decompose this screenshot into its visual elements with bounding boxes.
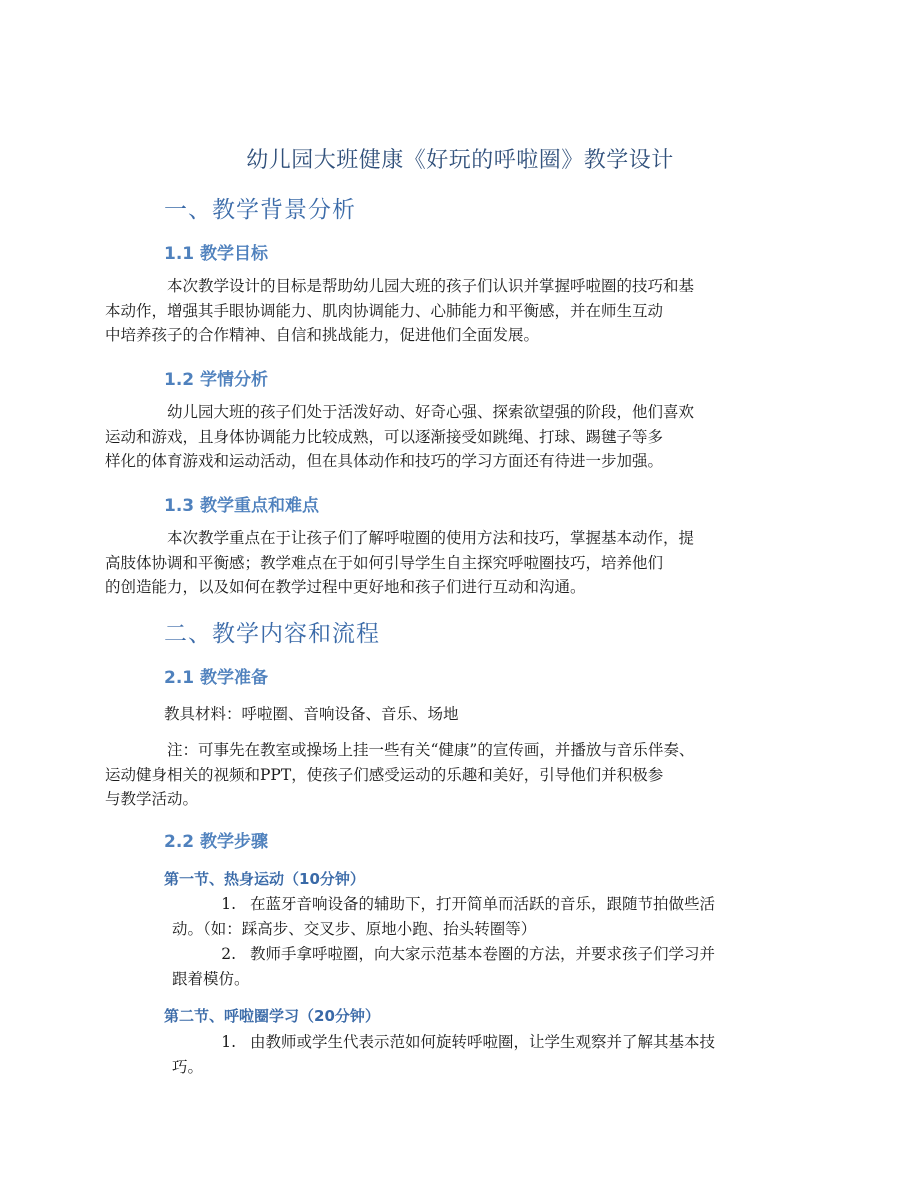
paragraph-materials: 教具材料：呼啦圈、音响设备、音乐、场地: [164, 705, 459, 723]
list-item: [168, 892, 788, 941]
list-number: 2.: [221, 945, 236, 963]
paragraph-line: 本次教学设计的目标是帮助幼儿园大班的孩子们认识并掌握呼啦圈的技巧和基: [167, 277, 695, 295]
list-line: 跟着模仿。: [172, 969, 250, 988]
subsection-heading-1-1: 1.1 教学目标: [164, 244, 269, 264]
list-line: 教师手拿呼啦圈，向大家示范基本卷圈的方法，并要求孩子们学习并: [250, 945, 716, 963]
list-line: 动。（如：踩高步、交叉步、原地小跑、抬头转圈等）: [172, 919, 537, 938]
paragraph-line: 幼儿园大班的孩子们处于活泼好动、好奇心强、探索欲望强的阶段，他们喜欢: [167, 403, 695, 421]
section-heading-2: 二、教学内容和流程: [164, 621, 380, 647]
subsection-heading-2-1: 2.1 教学准备: [164, 668, 269, 688]
list-item: [168, 1030, 788, 1079]
paragraph-line: 的创造能力，以及如何在教学过程中更好地和孩子们进行互动和沟通。: [105, 578, 586, 596]
paragraph-line: 本次教学重点在于让孩子们了解呼啦圈的使用方法和技巧，掌握基本动作，提: [167, 529, 695, 547]
list-number: 1.: [221, 895, 236, 913]
list-line: 由教师或学生代表示范如何旋转呼啦圈，让学生观察并了解其基本技: [250, 1033, 716, 1051]
paragraph-line: 高肢体协调和平衡感；教学难点在于如何引导学生自主探究呼啦圈技巧，培养他们: [105, 553, 664, 572]
paragraph-teaching-goal: [105, 274, 788, 348]
paragraph-line: 本动作，增强其手眼协调能力、肌肉协调能力、心肺能力和平衡感，并在师生互动: [105, 301, 664, 320]
list-line: 巧。: [172, 1057, 204, 1076]
part-heading-warmup: 第一节、热身运动（10分钟）: [164, 870, 365, 888]
document-title: 幼儿园大班健康《好玩的呼啦圈》教学设计: [246, 148, 674, 173]
list-line: 在蓝牙音响设备的辅助下，打开简单而活跃的音乐，跟随节拍做些活: [250, 895, 716, 913]
section-heading-1: 一、教学背景分析: [164, 197, 356, 223]
paragraph-line: 注：可事先在教室或操场上挂一些有关“健康”的宣传画，并播放与音乐伴奏、: [167, 741, 695, 759]
paragraph-learner-analysis: [105, 400, 788, 474]
subsection-heading-2-2: 2.2 教学步骤: [164, 832, 269, 852]
paragraph-line: 样化的体育游戏和运动活动，但在具体动作和技巧的学习方面还有待进一步加强。: [105, 452, 664, 470]
paragraph-line: 运动和游戏，且身体协调能力比较成熟，可以逐渐接受如跳绳、打球、踢毽子等多: [105, 427, 664, 446]
paragraph-note: [105, 738, 788, 812]
list-number: 1.: [221, 1033, 236, 1051]
part-heading-hoop-learning: 第二节、呼啦圈学习（20分钟）: [164, 1007, 380, 1025]
paragraph-key-points: [105, 526, 788, 600]
paragraph-line: 运动健身相关的视频和PPT，使孩子们感受运动的乐趣和美好，引导他们并积极参: [105, 765, 664, 784]
paragraph-line: 与教学活动。: [105, 790, 199, 808]
list-item: [168, 942, 788, 991]
paragraph-line: 中培养孩子的合作精神、自信和挑战能力，促进他们全面发展。: [105, 326, 540, 344]
subsection-heading-1-2: 1.2 学情分析: [164, 370, 269, 390]
subsection-heading-1-3: 1.3 教学重点和难点: [164, 496, 320, 516]
